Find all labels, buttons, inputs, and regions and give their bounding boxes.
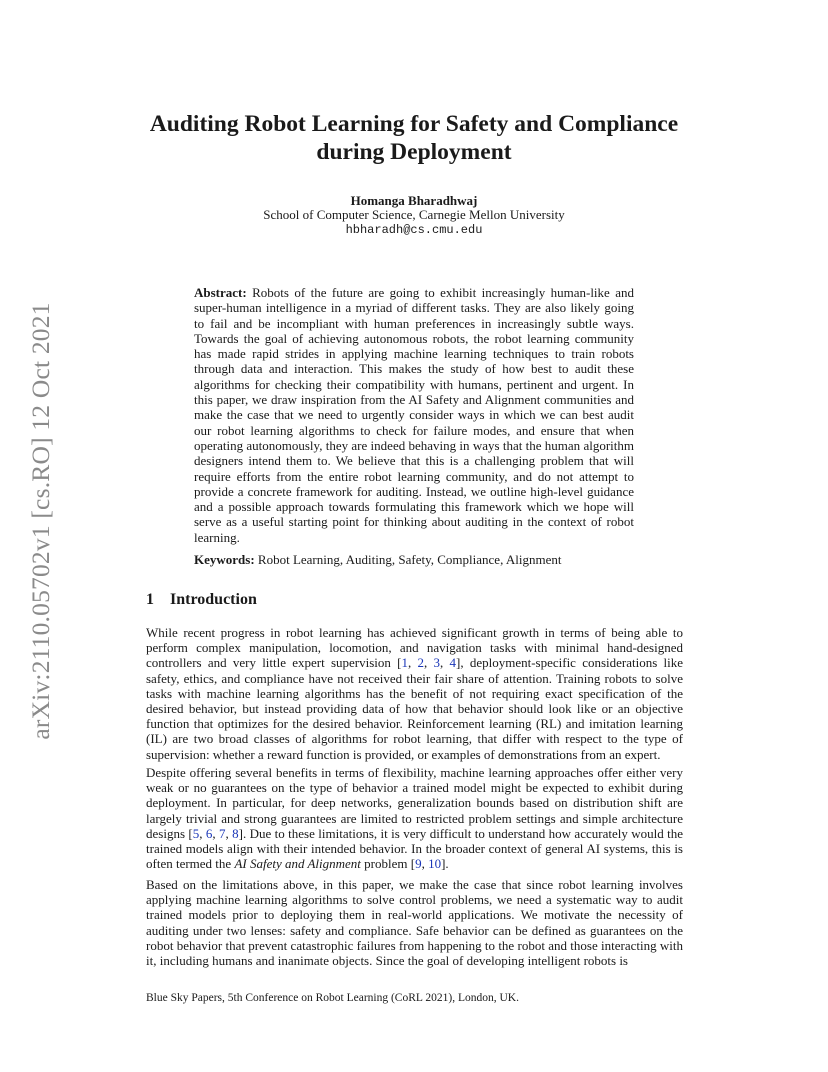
citation-link[interactable]: 3 [433,655,440,671]
arxiv-identifier: arXiv:2110.05702v1 [cs.RO] 12 Oct 2021 [26,302,55,740]
paragraph-text: problem [ [360,856,416,872]
footer-note: Blue Sky Papers, 5th Conference on Robot Learning (CoRL 2021), London, UK. [146,992,519,1004]
author-email[interactable]: hbharadh@cs.cmu.edu [345,223,483,237]
section-title: Introduction [170,591,257,608]
citation-link[interactable]: 7 [219,825,226,841]
keywords [194,552,634,567]
citation-link[interactable]: 10 [428,856,442,872]
author-affiliation: School of Computer Science, Carnegie Mellon University [263,207,565,222]
emphasis-text: AI Safety and Alignment [234,856,361,872]
paragraph-text: ]. [441,856,449,872]
abstract [194,285,634,545]
paragraph-text: Despite offering several benefits in terms of flexibility, machine learning approaches offer either very weak or no guarantees on the type of behavior a trained model might be expected to exhibit during deployment. In particular, for deep networks, generalization bounds based on distribution shift are largely trivial and strong guarantees are limited to restricted problem settings and simple architecture designs [ [146,765,683,841]
paragraph-text: While recent progress in robot learning has achieved significant growth in terms of being able to perform complex manipulation, locomotion, and navigation tasks with minimal hand-designed controllers and very little expert supervision [ [146,625,683,671]
paper-title: Auditing Robot Learning for Safety and Compliance during Deployment [149,111,679,165]
section-number: 1 [146,591,154,608]
citation-link[interactable]: 1 [401,655,408,671]
paragraph-text: ]. Due to these limitations, it is very difficult to understand how accurately would the trained models align with their intended behavior. In the broader context of general AI systems, this is often termed the [146,825,683,872]
keywords-text: Robot Learning, Auditing, Safety, Compliance, Alignment [257,552,562,567]
citation-link[interactable]: 9 [415,856,422,872]
citation-link[interactable]: 4 [449,655,456,671]
paragraph: While recent progress in robot learning has achieved significant growth in terms of being able to perform complex manipulation, locomotion, and navigation tasks with minimal hand-designed controllers and very little expert supervision [1, 2, 3, 4], deployment-specific considerations like safety, ethics, and compliance have not received their fair share of attention. Training robots to solve tasks with machine learning algorithms has the benefit of not requiring exact specification of the desired behavior, but instead providing data of how that behavior should look like or an objective function that optimizes for the desired behavior. Reinforcement learning (RL) and imitation learning (IL) are two broad classes of algorithms for robot learning, that differ with respect to the type of supervision: whether a reward function is provided, or examples of demonstrations from an expert. [146,625,684,762]
author-name: Homanga Bharadhwaj [350,193,478,208]
citation-link[interactable]: 2 [417,655,424,671]
paragraph: Based on the limitations above, in this paper, we make the case that since robot learning involves applying machine learning algorithms to solve control problems, we need a systematic way to audit trained models prior to deploying them in real-world applications. We motivate the necessity of auditing under two lenses: safety and compliance. Safe behavior can be defined as guarantees on the robot behavior that prevent catastrophic failures from happening to the robot and those interacting with it, including humans and inanimate objects. Since the goal of developing intelligent robots is [146,877,683,969]
abstract-label: Abstract: [194,285,247,300]
citation-link[interactable]: 8 [232,825,239,841]
paragraph: Despite offering several benefits in terms of flexibility, machine learning approaches offer either very weak or no guarantees on the type of behavior a trained model might be expected to exhibit during deployment. In particular, for deep networks, generalization bounds based on distribution shift are largely trivial and strong guarantees are limited to restricted problem settings and simple architecture designs [5, 6, 7, 8]. Due to these limitations, it is very difficult to understand how accurately would the trained models align with their intended behavior. In the broader context of general AI systems, this is often termed the AI Safety and Alignment problem [9, 10]. [146,765,683,872]
paragraph-text: ], deployment-specific considerations like safety, ethics, and compliance have not received their fair share of attention. Training robots to solve tasks with machine learning algorithms has the benefit of not requiring exact specification of the desired behavior, but instead providing data of how that behavior should look like or an objective function that optimizes for the desired behavior. Reinforcement learning (RL) and imitation learning (IL) are two broad classes of algorithms for robot learning, that differ with respect to the type of supervision: whether a reward function is provided, or examples of demonstrations from an expert. [146,655,684,762]
citation-link[interactable]: 6 [205,825,213,841]
citation-link[interactable]: 5 [192,825,200,841]
abstract-text: Robots of the future are going to exhibit increasingly human-like and super-human intelligence in a myriad of different tasks. They are also likely going to fail and be incompliant with human preferences in increasingly subtle ways. Towards the goal of achieving autonomous robots, the robot learning community has made rapid strides in applying machine learning techniques to train robots through data and interaction. This makes the study of how best to audit these algorithms for checking their compatibility with humans, pertinent and urgent. In this paper, we draw inspiration from the AI Safety and Alignment communities and make the case that we need to urgently consider ways in which we can best audit our robot learning algorithms to check for failure modes, and ensure that when operating autonomously, they are indeed behaving in ways that the human algorithm designers intend them to. We believe that this is a challenging problem that will require efforts from the entire robot learning community, and do not attempt to provide a concrete framework for auditing. Instead, we outline high-level guidance and a possible approach towards formulating this framework which we hope will serve as a useful starting point for thinking about auditing in the context of robot learning. [194,285,634,545]
keywords-label: Keywords: [194,552,255,567]
section-heading [146,590,257,610]
